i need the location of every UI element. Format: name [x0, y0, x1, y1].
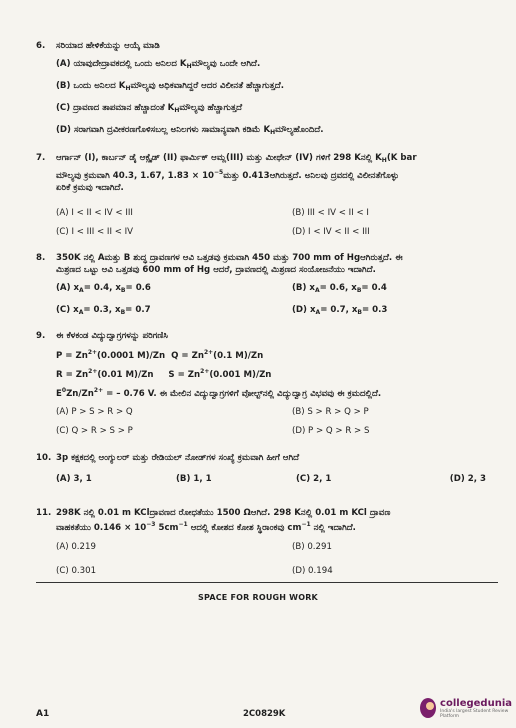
question-stem-line-1: ಆರ್ಗಾನ್ (I), ಕಾರ್ಬನ್ ಡೈ ಆಕ್ಸೈಡ್ (II) ಫಾರ್ಮಿಕ್ ಆಮ್ಲ(III) ಮತ್ತು ಮೀಥೇನ್ (IV) ಗಳಿಗೆ 298 Kನಲ್ಲಿ $K_H(K$ bar — [56, 153, 417, 164]
question-10 — [36, 452, 508, 485]
question-stem: ಸರಿಯಾದ ಹೇಳಿಕೆಯನ್ನು ಆಯ್ಕೆ ಮಾಡಿ — [56, 41, 160, 51]
question-number: 9. — [36, 331, 46, 341]
question-8 — [36, 252, 508, 319]
divider — [36, 582, 498, 583]
option-a: (A) 3, 1 — [56, 474, 92, 484]
option-d: (D) 0.194 — [292, 566, 333, 576]
option-c: (C) 2, 1 — [296, 474, 332, 484]
collegedunia-logo — [420, 693, 512, 723]
logo-name: collegedunia — [440, 697, 512, 709]
question-stem-line-3: ಏರಿಕೆ ಕ್ರಮವು ಇದಾಗಿದೆ. — [56, 183, 124, 193]
question-stem-line-2: ವಾಹಕತೆಯು $0.146 \times 10^{-3}$ $5cm^{-1}$ ಆದಲ್ಲಿ ಕೋಶದ ಕೋಶ ಸ್ಥಿರಾಂಕವು $cm^{-1}$ ನಲ್ಲಿ ಇದಾಗಿದೆ. — [56, 521, 356, 533]
option-b: (B) 0.291 — [292, 542, 332, 552]
question-stem-line-1: 350K ನಲ್ಲಿ Aಮತ್ತು B ಶುದ್ಧ ದ್ರಾವಣಗಳ ಆವಿ ಒತ್ತಡವು ಕ್ರಮವಾಗಿ 450 ಮತ್ತು 700 mm of Hgಆಗಿರುತ್ತದೆ. ಈ — [56, 253, 403, 263]
question-number: 10. — [36, 453, 52, 463]
option-c: (C) 0.301 — [56, 566, 97, 576]
question-stem: ಈ ಕೆಳಕಂಡ ವಿದ್ಯುದ್ವಾಗ್ರಗಳನ್ನು ಪರಿಗಣಿಸಿ — [56, 331, 168, 341]
question-stem-line-2: ಮಿಶ್ರಣದ ಒಟ್ಟು ಆವಿ ಒತ್ತಡವು 600 mm of Hg ಆದರೆ, ದ್ರಾವಣದಲ್ಲಿ ಮಿಶ್ರಣದ ಸಂಯೋಜನೆಯು ಇದಾಗಿದೆ. — [56, 265, 376, 275]
option-b: (B) III < IV < II < I — [292, 208, 369, 218]
option-a: (A) P > S > R > Q — [56, 407, 133, 417]
standard-potential-line: $E^0Zn/Zn^{2+}$ = – 0.76 V. ಈ ಮೇಲಿನ ವಿದ್ಯುದ್ವಾಗ್ರಗಳಿಗೆ ವೋಲ್ಟ್‌ನಲ್ಲಿ ವಿದ್ಯುದ್ವಾಗ್ರ ವಿಭವವು ಈ ಕ್ರಮದಲ್ಲಿದೆ. — [56, 387, 382, 399]
option-d: (D) 2, 3 — [449, 474, 486, 484]
option-c: (C) $x_A= 0.3$, $x_B= 0.7$ — [56, 305, 151, 316]
question-11 — [36, 507, 508, 577]
option-b: (B) $x_A= 0.6$, $x_B= 0.4$ — [292, 283, 387, 294]
page-code: A1 — [36, 709, 50, 719]
option-a: (A) 0.219 — [56, 542, 96, 552]
option-a: (A) $x_A= 0.4$, $x_B= 0.6$ — [56, 283, 151, 294]
question-stem: 3p ಕಕ್ಷಕದಲ್ಲಿ ಆಂಗ್ಯುಲರ್ ಮತ್ತು ರೇಡಿಯಲ್ ನೋಡ್‌ಗಳ ಸಂಖ್ಯೆ ಕ್ರಮವಾಗಿ ಹೀಗೆ ಆಗಿದೆ — [56, 453, 300, 463]
question-number: 11. — [36, 508, 52, 518]
question-number: 8. — [36, 253, 46, 263]
option-b: (B) 1, 1 — [176, 474, 212, 484]
question-stem-line-1: 298K ನಲ್ಲಿ 0.01 m KClದ್ರಾವಣದ ರೋಧತೆಯು 1500 Ωಆಗಿದೆ. 298 Kನಲ್ಲಿ 0.01 m KCl ದ್ರಾವಣ — [56, 508, 391, 518]
option-b: (B) S > R > Q > P — [292, 407, 369, 417]
option-c: (C) ದ್ರಾವಣದ ತಾಪಮಾನ ಹೆಚ್ಚಾದಂತೆ $K_Hಮೌಲ್ಯವು$ ಹೆಚ್ಚಾಗುತ್ತದೆ — [56, 103, 243, 114]
paper-code: 2C0829K — [243, 709, 286, 719]
option-b: (B) ಒಂದು ಅನಿಲದ $K_Hಮೌಲ್ಯವು$ ಅಧಿಕವಾಗಿದ್ದರೆ ಆದರ ವಿಲೀನತೆ ಹೆಚ್ಚಾಗುತ್ತದೆ. — [56, 81, 284, 92]
option-a: (A) ಯಾವುದೇದ್ರಾವಕದಲ್ಲಿ ಒಂದು ಅನಿಲದ $K_Hಮೌಲ್ಯವು$ ಒಂದೇ ಆಗಿದೆ. — [56, 59, 261, 70]
question-9 — [36, 330, 508, 437]
question-7 — [36, 152, 508, 238]
option-d: (D) $x_A= 0.7$, $x_B= 0.3$ — [292, 305, 388, 316]
option-d: (D) ಸರಾಗವಾಗಿ ದ್ರವೀಕರಣಗೊಳಿಸಬಲ್ಲ ಅನಿಲಗಳು ಸಾಮಾನ್ಯವಾಗಿ ಕಡಿಮೆ $K_Hಮೌಲ್ಯಹೊಂದಿದೆ$. — [56, 125, 324, 136]
option-d: (D) P > Q > R > S — [292, 426, 370, 436]
question-number: 6. — [36, 41, 46, 51]
logo-tagline: India's largest Student Review Platform — [440, 708, 509, 719]
electrode-line-1: $P = Zn^{2+}(0.0001$ M)/Zn $Q = Zn^{2+}(0.1$ M)/Zn — [56, 349, 264, 361]
rough-work-label: SPACE FOR ROUGH WORK — [198, 593, 318, 602]
option-a: (A) I < II < IV < III — [56, 208, 133, 218]
question-6 — [36, 40, 508, 139]
logo-mark-icon — [420, 698, 436, 718]
question-stem-line-2: ಮೌಲ್ಯವು ಕ್ರಮವಾಗಿ 40.3, 1.67, $1.83 \times 10^{-5}ಮತ್ತು$ 0.413ಆಗಿರುತ್ತದೆ. ಅನಿಲವು ದ್ರವದಲ್ಲಿ ವಿಲೀನತೆಗೊಳ್ಳು — [56, 169, 399, 181]
option-c: (C) Q > R > S > P — [56, 426, 133, 436]
electrode-line-2: $R = Zn^{2+}(0.01$ M)/Zn $S = Zn^{2+}(0.001$ M)/Zn — [56, 368, 272, 380]
option-c: (C) I < III < II < IV — [56, 227, 134, 237]
question-number: 7. — [36, 153, 46, 163]
option-d: (D) I < IV < II < III — [292, 227, 370, 237]
